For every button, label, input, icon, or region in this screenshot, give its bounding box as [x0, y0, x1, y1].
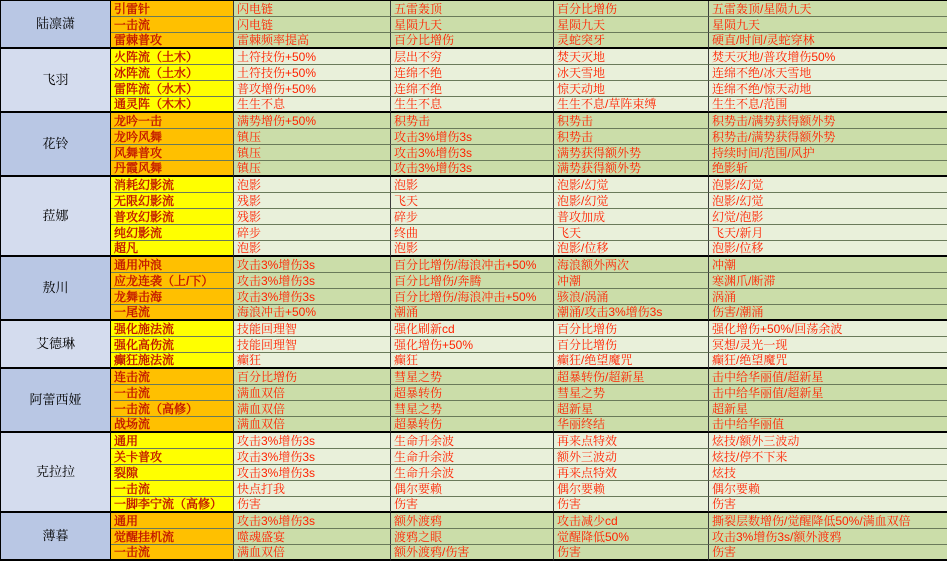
talent-cell[interactable]: 攻击3%增伤3s	[391, 145, 554, 161]
talent-cell[interactable]: 满血双倍	[234, 401, 391, 417]
talent-cell[interactable]: 噬魂盛宴	[234, 529, 391, 545]
talent-cell[interactable]: 百分比增伤/海浪冲击+50%	[391, 257, 554, 273]
talent-cell[interactable]: 泡影/幻觉	[554, 193, 709, 209]
talent-cell[interactable]: 层出不穷	[391, 49, 554, 65]
talent-cell[interactable]: 星陨九天	[709, 17, 947, 33]
talent-cell[interactable]: 冲潮	[709, 257, 947, 273]
character-cell[interactable]: 阿蕾西娅	[1, 369, 111, 433]
talent-cell[interactable]: 连绵不绝	[391, 81, 554, 97]
talent-cell[interactable]: 持续时间/范围/风护	[709, 145, 947, 161]
talent-cell[interactable]: 攻击3%增伤3s	[234, 289, 391, 305]
talent-cell[interactable]: 觉醒降低50%	[554, 529, 709, 545]
talent-cell[interactable]: 硬直/时间/灵蛇穿林	[709, 33, 947, 49]
character-cell[interactable]: 花铃	[1, 113, 111, 177]
talent-cell[interactable]: 闪电链	[234, 1, 391, 17]
talent-cell[interactable]: 满血双倍	[234, 385, 391, 401]
talent-cell[interactable]: 生生不息	[391, 97, 554, 113]
talent-cell[interactable]: 灵蛇突牙	[554, 33, 709, 49]
talent-cell[interactable]: 伤害	[554, 497, 709, 513]
talent-cell[interactable]: 快点打我	[234, 481, 391, 497]
talent-cell[interactable]: 技能回理智	[234, 321, 391, 337]
talent-cell[interactable]: 额外渡鸦/伤害	[391, 545, 554, 561]
talent-cell[interactable]: 百分比增伤/海浪冲击+50%	[391, 289, 554, 305]
talent-cell[interactable]: 绝影斩	[709, 161, 947, 177]
talent-cell[interactable]: 土符技伤+50%	[234, 49, 391, 65]
talent-cell[interactable]: 击中给华丽值/超新星	[709, 369, 947, 385]
talent-cell[interactable]: 满势获得额外势	[554, 161, 709, 177]
talent-cell[interactable]: 冲潮	[554, 273, 709, 289]
talent-cell[interactable]: 癫狂/绝望魔咒	[554, 353, 709, 369]
talent-cell[interactable]: 癫狂/绝望魔咒	[709, 353, 947, 369]
talent-cell[interactable]: 技能回理智	[234, 337, 391, 353]
build-name-cell[interactable]: 无限幻影流	[111, 193, 234, 209]
talent-cell[interactable]: 攻击3%增伤3s	[234, 273, 391, 289]
build-name-cell[interactable]: 癫狂施法流	[111, 353, 234, 369]
talent-cell[interactable]: 撕裂层数增伤/觉醒降低50%/满血双倍	[709, 513, 947, 529]
talent-cell[interactable]: 超暴转伤	[391, 417, 554, 433]
build-name-cell[interactable]: 应龙连袭（上/下）	[111, 273, 234, 289]
talent-cell[interactable]: 雷棘频率提高	[234, 33, 391, 49]
talent-cell[interactable]: 泡影	[391, 177, 554, 193]
build-name-cell[interactable]: 通用	[111, 513, 234, 529]
talent-cell[interactable]: 泡影/位移	[709, 241, 947, 257]
talent-cell[interactable]: 偶尔要赖	[391, 481, 554, 497]
talent-cell[interactable]: 炫技/额外三波动	[709, 433, 947, 449]
talent-cell[interactable]: 癫狂	[391, 353, 554, 369]
talent-cell[interactable]: 泡影	[234, 241, 391, 257]
talent-cell[interactable]: 连绵不绝/冰天雪地	[709, 65, 947, 81]
talent-cell[interactable]: 生生不息	[234, 97, 391, 113]
talent-cell[interactable]: 伤害	[391, 497, 554, 513]
build-name-cell[interactable]: 雷阵流（水木）	[111, 81, 234, 97]
talent-cell[interactable]: 残影	[234, 209, 391, 225]
build-name-cell[interactable]: 纯幻影流	[111, 225, 234, 241]
talent-cell[interactable]: 百分比增伤	[554, 321, 709, 337]
talent-cell[interactable]: 伤害	[234, 497, 391, 513]
talent-cell[interactable]: 积势击	[554, 113, 709, 129]
talent-cell[interactable]: 积势击	[554, 129, 709, 145]
build-name-cell[interactable]: 一脚李宁流（高修）	[111, 497, 234, 513]
build-name-cell[interactable]: 火阵流（土木）	[111, 49, 234, 65]
build-name-cell[interactable]: 关卡普攻	[111, 449, 234, 465]
talent-cell[interactable]: 炫技	[709, 465, 947, 481]
build-name-cell[interactable]: 冰阵流（土水）	[111, 65, 234, 81]
build-name-cell[interactable]: 超凡	[111, 241, 234, 257]
talent-cell[interactable]: 冰天雪地	[554, 65, 709, 81]
talent-cell[interactable]: 碎步	[234, 225, 391, 241]
talent-cell[interactable]: 寒渊爪/断滞	[709, 273, 947, 289]
talent-cell[interactable]: 飞天	[391, 193, 554, 209]
talent-cell[interactable]: 涡涌	[709, 289, 947, 305]
talent-cell[interactable]: 伤害/潮涌	[709, 305, 947, 321]
talent-cell[interactable]: 潮涌	[391, 305, 554, 321]
talent-cell[interactable]: 超新星	[709, 401, 947, 417]
build-name-cell[interactable]: 龙吟风舞	[111, 129, 234, 145]
talent-cell[interactable]: 偶尔要赖	[709, 481, 947, 497]
talent-cell[interactable]: 强化刷新cd	[391, 321, 554, 337]
talent-cell[interactable]: 百分比增伤	[234, 369, 391, 385]
talent-cell[interactable]: 碎步	[391, 209, 554, 225]
talent-cell[interactable]: 生命升余波	[391, 449, 554, 465]
talent-cell[interactable]: 彗星之势	[391, 369, 554, 385]
talent-cell[interactable]: 星陨九天	[554, 17, 709, 33]
talent-cell[interactable]: 攻击3%增伤3s	[234, 257, 391, 273]
talent-cell[interactable]: 炫技/停不下来	[709, 449, 947, 465]
build-name-cell[interactable]: 一击流	[111, 545, 234, 561]
character-cell[interactable]: 克拉拉	[1, 433, 111, 513]
build-name-cell[interactable]: 强化施法流	[111, 321, 234, 337]
talent-cell[interactable]: 镇压	[234, 129, 391, 145]
character-cell[interactable]: 陆凛潇	[1, 1, 111, 49]
talent-cell[interactable]: 镇压	[234, 161, 391, 177]
talent-cell[interactable]: 泡影/幻觉	[709, 193, 947, 209]
build-name-cell[interactable]: 通灵阵（木木）	[111, 97, 234, 113]
talent-cell[interactable]: 额外渡鸦	[391, 513, 554, 529]
talent-cell[interactable]: 普攻增伤+50%	[234, 81, 391, 97]
build-name-cell[interactable]: 通用	[111, 433, 234, 449]
talent-cell[interactable]: 生命升余波	[391, 433, 554, 449]
talent-cell[interactable]: 积势击	[391, 113, 554, 129]
talent-cell[interactable]: 焚天灭地/普攻增伤50%	[709, 49, 947, 65]
talent-cell[interactable]: 攻击3%增伤3s	[234, 433, 391, 449]
build-name-cell[interactable]: 龙吟一击	[111, 113, 234, 129]
character-cell[interactable]: 敖川	[1, 257, 111, 321]
talent-cell[interactable]: 潮涌/攻击3%增伤3s	[554, 305, 709, 321]
talent-cell[interactable]: 攻击3%增伤3s	[234, 513, 391, 529]
talent-cell[interactable]: 飞天	[554, 225, 709, 241]
talent-cell[interactable]: 镇压	[234, 145, 391, 161]
build-name-cell[interactable]: 一击流	[111, 17, 234, 33]
talent-cell[interactable]: 攻击3%增伤3s	[391, 129, 554, 145]
build-name-cell[interactable]: 消耗幻影流	[111, 177, 234, 193]
talent-cell[interactable]: 飞天/新月	[709, 225, 947, 241]
talent-cell[interactable]: 生生不息/草阵束缚	[554, 97, 709, 113]
build-name-cell[interactable]: 普攻幻影流	[111, 209, 234, 225]
talent-cell[interactable]: 五雷轰顶/星陨九天	[709, 1, 947, 17]
talent-cell[interactable]: 击中给华丽值	[709, 417, 947, 433]
talent-cell[interactable]: 百分比增伤	[554, 337, 709, 353]
talent-cell[interactable]: 强化增伤+50%/回荡余波	[709, 321, 947, 337]
talent-cell[interactable]: 攻击3%增伤3s/额外渡鸦	[709, 529, 947, 545]
talent-cell[interactable]: 满势获得额外势	[554, 145, 709, 161]
talent-cell[interactable]: 彗星之势	[391, 401, 554, 417]
talent-cell[interactable]: 普攻加成	[554, 209, 709, 225]
talent-cell[interactable]: 超新星	[554, 401, 709, 417]
talent-cell[interactable]: 泡影/位移	[554, 241, 709, 257]
build-name-cell[interactable]: 裂隙	[111, 465, 234, 481]
talent-cell[interactable]: 伤害	[554, 545, 709, 561]
build-name-cell[interactable]: 龙舞击海	[111, 289, 234, 305]
talent-cell[interactable]: 再来点特效	[554, 433, 709, 449]
talent-cell[interactable]: 击中给华丽值/超新星	[709, 385, 947, 401]
talent-cell[interactable]: 伤害	[709, 545, 947, 561]
talent-cell[interactable]: 连绵不绝	[391, 65, 554, 81]
talent-cell[interactable]: 惊天动地	[554, 81, 709, 97]
talent-cell[interactable]: 泡影	[234, 177, 391, 193]
talent-cell[interactable]: 百分比增伤/奔腾	[391, 273, 554, 289]
talent-cell[interactable]: 幻觉/泡影	[709, 209, 947, 225]
build-name-cell[interactable]: 连击流	[111, 369, 234, 385]
talent-cell[interactable]: 渡鸦之眼	[391, 529, 554, 545]
talent-cell[interactable]: 泡影	[391, 241, 554, 257]
talent-cell[interactable]: 强化增伤+50%	[391, 337, 554, 353]
talent-cell[interactable]: 五雷轰顶	[391, 1, 554, 17]
talent-cell[interactable]: 海浪冲击+50%	[234, 305, 391, 321]
build-name-cell[interactable]: 通用冲浪	[111, 257, 234, 273]
talent-cell[interactable]: 生命升余波	[391, 465, 554, 481]
character-cell[interactable]: 飞羽	[1, 49, 111, 113]
talent-cell[interactable]: 华丽终结	[554, 417, 709, 433]
talent-cell[interactable]: 百分比增伤	[391, 33, 554, 49]
talent-cell[interactable]: 泡影/幻觉	[554, 177, 709, 193]
build-name-cell[interactable]: 一尾流	[111, 305, 234, 321]
build-name-cell[interactable]: 战场流	[111, 417, 234, 433]
talent-cell[interactable]: 满血双倍	[234, 545, 391, 561]
talent-cell[interactable]: 残影	[234, 193, 391, 209]
build-name-cell[interactable]: 一击流	[111, 481, 234, 497]
build-name-cell[interactable]: 风舞普攻	[111, 145, 234, 161]
build-name-cell[interactable]: 丹霞风舞	[111, 161, 234, 177]
talent-cell[interactable]: 积势击/满势获得额外势	[709, 129, 947, 145]
talent-cell[interactable]: 积势击/满势获得额外势	[709, 113, 947, 129]
talent-cell[interactable]: 超暴转伤/超新星	[554, 369, 709, 385]
build-name-cell[interactable]: 引雷针	[111, 1, 234, 17]
talent-cell[interactable]: 彗星之势	[554, 385, 709, 401]
talent-cell[interactable]: 星陨九天	[391, 17, 554, 33]
character-cell[interactable]: 薄暮	[1, 513, 111, 561]
talent-cell[interactable]: 满势增伤+50%	[234, 113, 391, 129]
talent-cell[interactable]: 额外三波动	[554, 449, 709, 465]
talent-cell[interactable]: 攻击3%增伤3s	[234, 465, 391, 481]
talent-cell[interactable]: 焚天灭地	[554, 49, 709, 65]
character-cell[interactable]: 菈娜	[1, 177, 111, 257]
character-cell[interactable]: 艾德琳	[1, 321, 111, 369]
talent-cell[interactable]: 骇浪/涡涌	[554, 289, 709, 305]
talent-cell[interactable]: 冥想/灵光一现	[709, 337, 947, 353]
talent-cell[interactable]: 超暴转伤	[391, 385, 554, 401]
talent-cell[interactable]: 癫狂	[234, 353, 391, 369]
talent-cell[interactable]: 偶尔要赖	[554, 481, 709, 497]
talent-cell[interactable]: 攻击3%增伤3s	[234, 449, 391, 465]
build-name-cell[interactable]: 觉醒挂机流	[111, 529, 234, 545]
talent-cell[interactable]: 攻击减少cd	[554, 513, 709, 529]
build-name-cell[interactable]: 一击流（高修）	[111, 401, 234, 417]
talent-cell[interactable]: 海浪额外两次	[554, 257, 709, 273]
talent-cell[interactable]: 满血双倍	[234, 417, 391, 433]
talent-cell[interactable]: 连绵不绝/惊天动地	[709, 81, 947, 97]
build-name-cell[interactable]: 雷棘普攻	[111, 33, 234, 49]
talent-cell[interactable]: 百分比增伤	[554, 1, 709, 17]
talent-cell[interactable]: 终曲	[391, 225, 554, 241]
talent-cell[interactable]: 闪电链	[234, 17, 391, 33]
talent-cell[interactable]: 再来点特效	[554, 465, 709, 481]
talent-cell[interactable]: 伤害	[709, 497, 947, 513]
build-name-cell[interactable]: 一击流	[111, 385, 234, 401]
talent-cell[interactable]: 土符技伤+50%	[234, 65, 391, 81]
talent-cell[interactable]: 生生不息/范围	[709, 97, 947, 113]
talent-cell[interactable]: 攻击3%增伤3s	[391, 161, 554, 177]
talent-cell[interactable]: 泡影/幻觉	[709, 177, 947, 193]
build-name-cell[interactable]: 强化高伤流	[111, 337, 234, 353]
